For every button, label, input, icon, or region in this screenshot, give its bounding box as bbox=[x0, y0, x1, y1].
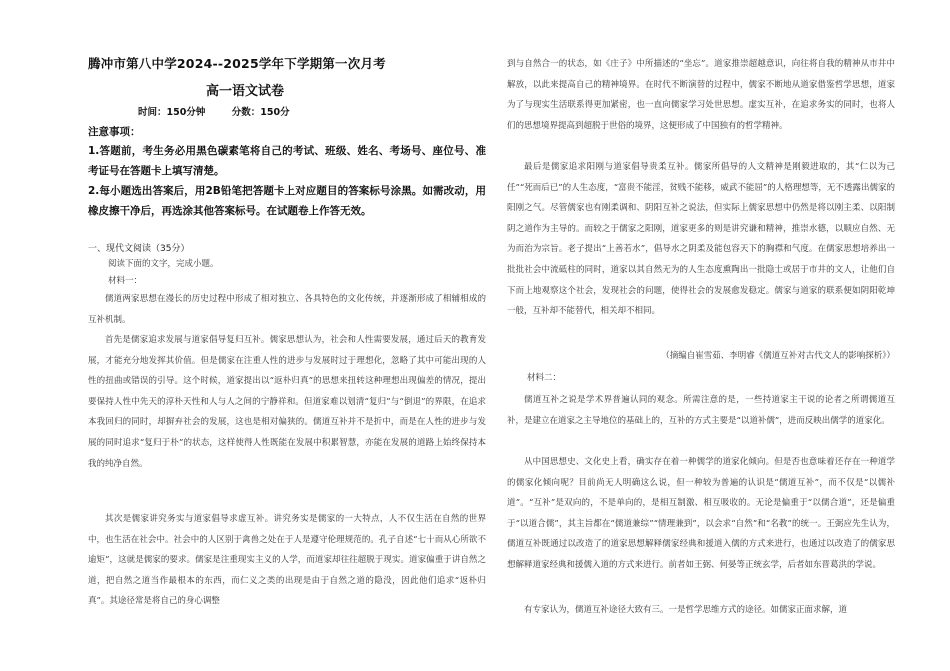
paragraph: 从中国思想史、文化史上看，确实存在着一种儒学的道家化倾向。但是否也意味着还存在一种道学的儒家化倾向呢？目前尚无人明确这么说，但一种较为普遍的认识是“儒道互补”，而不仅是“以儒补道”。“互补”是双向的，不是单向的，是相互制激、相互吸收的。无论是偏重于“以儒合道”，还是偏重于“以道合儒”，其主旨都在“儒道兼综”“情理兼到”，以会求“自然”和“名教”的统一。王弼应先生认为，儒道互补既通过以改造了的道家思想解释儒家经典和援道入儒的方式来进行，也通过以改造了的儒家思想解释道家经典和援儒入道的方式来进行。前者如王弼、何晏等正统玄学，后者如东晋葛洪的学说。 bbox=[507, 457, 895, 570]
paragraph: 到与自然合一的状态，如《庄子》中所描述的“坐忘”。道家推崇超越意识，向往将自我的精神从市井中解放，以此来提高自己的精神境界。在时代不断演替的过程中，儒家不断地从道家借鉴哲学思想，道家为了与现实生活联系得更加紧密，也一直向儒家学习处世思想。虚实互补，在追求务实的同时，也将人们的思想境界提高到超脱于世俗的境界，这便形成了中国独有的哲学精神。 bbox=[507, 59, 895, 131]
notes-heading: 注意事项： bbox=[88, 126, 141, 138]
time-score-line: 时间：150分钟 分数：150分 bbox=[138, 107, 290, 118]
material-1-label: 材料一： bbox=[108, 276, 143, 286]
paragraph: 儒道互补之说是学术界普遍认同的观念。所需注意的是，一些持道家主干说的论者之所谓儒道互补，是建立在道家之主导地位的基础上的，互补的方式主要是“以道补儒”，进而反映出儒学的道家化。 bbox=[507, 395, 895, 426]
source-citation: （摘编自崔雪茹、李明睿《儒道互补对古代文人的影响探析》） bbox=[661, 351, 895, 361]
note-item: 2.每小题选出答案后，用2B铅笔把答题卡上对应题目的答案标号涂黑。如需改动，用橡皮擦干净后，再选涂其他答案标号。在试题卷上作答无效。 bbox=[88, 185, 486, 217]
paragraph: 其次是儒家讲究务实与道家倡导求虚互补。讲究务实是儒家的一大特点，人不仅生活在自然的世界中，也生活在社会中。社会中的人区别于禽兽之处在于人是遵守伦理规范的。孔子自述“七十而从心所欲不逾矩”，这就是儒家的要求。儒家是注重现实主义的人学，而道家却往往超脱于现实。道家偏重于讲自然之道，把自然之道当作最根本的东西，而仁义之类的出现是由于自然之道的隐没，因此他们追求“返朴归真”。其途径常是将自己的身心调整 bbox=[88, 514, 486, 607]
exam-title: 腾冲市第八中学2024--2025学年下学期第一次月考 bbox=[88, 56, 386, 71]
note-item: 1.答题前，考生务必用黑色碳素笔将自己的考试、班级、姓名、考场号、座位号、准考证号在答题卡上填写清楚。 bbox=[88, 145, 486, 177]
paragraph: 最后是儒家追求阳刚与道家倡导贵柔互补。儒家所倡导的人文精神是刚毅进取的，其“仁以为己任”“死而后已”的人生态度，“富贵不能淫，贫贱不能移，威武不能屈”的人格理想等，无不透露出儒家的阳刚之气。尽管儒家也有刚柔调和、阴阳互补之说法，但实际上儒家思想中仍然是将以刚主柔、以阳制阴之道作为主导的。而较之于儒家之阳刚，道家更多的则是讲究谦和精神，推崇水德，以顺应自然、无为而治为宗旨。老子提出“上善若水”，倡导水之阴柔及能包容天下的胸襟和气度。在儒家思想培养出一批批社会中流砥柱的同时，道家以其自然无为的人生态度熏陶出一批隐士或居于市井的文人，让他们自下而上地观察这个社会，发现社会的问题，使得社会的发展愈发稳定。儒家与道家的联系便如阴阳乾坤一般，互补却不能替代，相关却不相同。 bbox=[507, 162, 895, 317]
section-heading: 一、现代文阅读（35分） bbox=[88, 244, 190, 254]
paragraph: 首先是儒家追求发展与道家倡导复归互补。儒家思想认为，社会和人性需要发展，通过后天的教育发展，才能充分地发挥其价值。但是儒家在注重人性的进步与发展时过于理想化，忽略了其中可能出现的人性的扭曲或错误的引导。这个时候，道家提出以“返朴归真”的思想来扭转这种理想出现偏差的情况，提出要保持人性中先天的淳朴天性和人与人之间的宁静祥和。但道家难以划清“复归”与“倒退”的界限，在追求本我回归的同时，却摒弃社会的发展，这也是相对偏狭的。儒道互补并不是折中，而是在人性的进步与发展的同时追求“复归于朴”的状态，这样使得人性既能在发展中积累智慧，亦能在发展的道路上始终保持本我的纯净自然。 bbox=[88, 335, 486, 469]
paragraph: 有专家认为，儒道互补途径大致有三。一是哲学思维方式的途径。如儒家正面求解，道 bbox=[524, 605, 848, 615]
reading-instruction: 阅读下面的文字，完成小题。 bbox=[108, 259, 219, 269]
paper-title: 高一语文试卷 bbox=[206, 84, 285, 99]
paragraph: 儒道两家思想在漫长的历史过程中形成了相对独立、各具特色的文化传统，并逐渐形成了相辅相成的互补机制。 bbox=[88, 294, 486, 325]
material-2-label: 材料二： bbox=[527, 373, 562, 383]
